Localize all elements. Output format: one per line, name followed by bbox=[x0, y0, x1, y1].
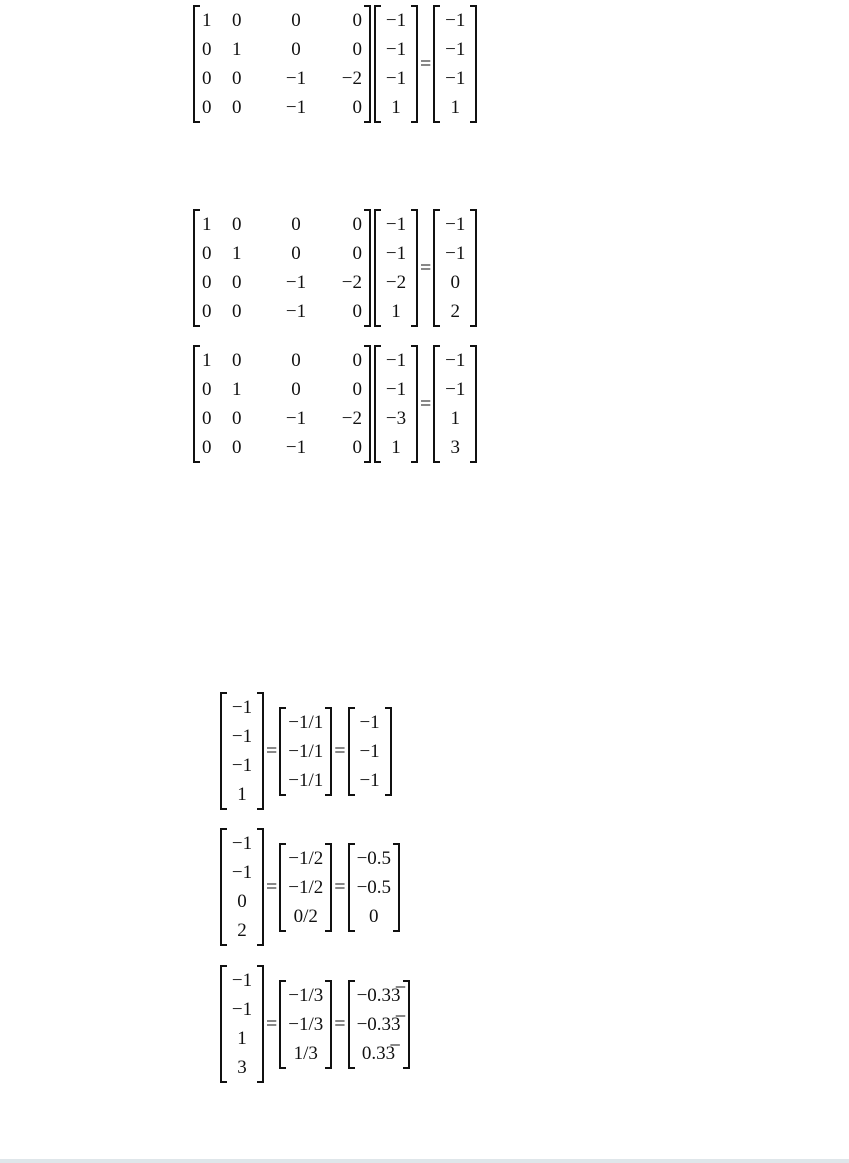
vector-entry: 0.33̅ bbox=[361, 1042, 396, 1064]
vector-entry: −1/3 bbox=[288, 984, 324, 1006]
matrix-cell: 0 bbox=[352, 437, 362, 458]
equals-sign: = bbox=[420, 256, 432, 279]
vector-entry: −1/1 bbox=[288, 740, 324, 762]
normalized-vector bbox=[348, 980, 410, 1069]
fraction-vector bbox=[279, 707, 332, 796]
vector-entry: −1/2 bbox=[288, 847, 324, 869]
matrix-cell: 0 bbox=[352, 243, 362, 264]
matrix-cell: 0 bbox=[202, 301, 212, 322]
matrix-cell: 0 bbox=[291, 379, 301, 400]
matrix-cell: 0 bbox=[232, 68, 242, 89]
vector-entry: −1 bbox=[359, 740, 380, 762]
vector-entry: −1 bbox=[231, 755, 253, 776]
vector-entry: −1 bbox=[445, 243, 466, 264]
vector-entry: 1 bbox=[237, 1028, 247, 1049]
coefficient-matrix bbox=[193, 5, 371, 123]
vector-entry: −1 bbox=[385, 39, 407, 60]
vector-entry: −1/1 bbox=[288, 711, 324, 733]
matrix-cell: −1 bbox=[285, 408, 307, 429]
matrix-cell: 0 bbox=[232, 350, 242, 371]
vector-entry: 1 bbox=[391, 301, 401, 322]
vector-entry: −1 bbox=[445, 214, 466, 235]
vector-entry: −1 bbox=[445, 39, 466, 60]
matrix-cell: 0 bbox=[202, 39, 212, 60]
vector-entry: 2 bbox=[237, 920, 247, 941]
vector-entry: −1 bbox=[231, 970, 253, 991]
coefficient-matrix bbox=[193, 345, 371, 463]
fraction-vector bbox=[279, 843, 332, 932]
result-vector bbox=[433, 5, 477, 123]
equals-sign: = bbox=[266, 1012, 278, 1035]
vector-entry: −1 bbox=[385, 350, 407, 371]
input-vector bbox=[374, 5, 418, 123]
matrix-cell: 0 bbox=[352, 379, 362, 400]
matrix-cell: 0 bbox=[291, 10, 301, 31]
matrix-cell: 0 bbox=[202, 68, 212, 89]
normalized-vector bbox=[348, 843, 400, 932]
matrix-cell: 0 bbox=[232, 272, 242, 293]
vector-entry: 1 bbox=[237, 784, 247, 805]
vector-entry: −2 bbox=[385, 272, 407, 293]
matrix-product-2 bbox=[193, 209, 477, 327]
result-vector bbox=[433, 345, 477, 463]
equals-sign: = bbox=[266, 739, 278, 762]
equals-sign: = bbox=[266, 875, 278, 898]
source-vector bbox=[220, 965, 264, 1083]
matrix-cell: −1 bbox=[285, 301, 307, 322]
vector-entry: 0 bbox=[450, 272, 461, 293]
vector-entry: −1 bbox=[231, 999, 253, 1020]
matrix-cell: 0 bbox=[202, 97, 212, 118]
matrix-cell: 0 bbox=[202, 437, 212, 458]
vector-entry: 2 bbox=[450, 301, 461, 322]
matrix-cell: 0 bbox=[232, 301, 242, 322]
vector-entry: 1 bbox=[450, 408, 461, 429]
matrix-cell: 0 bbox=[352, 97, 362, 118]
vector-entry: −1 bbox=[231, 862, 253, 883]
matrix-cell: −1 bbox=[285, 272, 307, 293]
input-vector bbox=[374, 345, 418, 463]
matrix-cell: 0 bbox=[202, 408, 212, 429]
result-vector bbox=[433, 209, 477, 327]
matrix-cell: 0 bbox=[202, 243, 212, 264]
matrix-cell: 0 bbox=[232, 10, 242, 31]
vector-entry: −1 bbox=[385, 243, 407, 264]
matrix-cell: 1 bbox=[202, 10, 212, 31]
matrix-product-3 bbox=[193, 345, 477, 463]
equals-sign: = bbox=[334, 1012, 346, 1035]
vector-entry: −1 bbox=[231, 833, 253, 854]
vector-entry: −0.5 bbox=[356, 847, 392, 869]
page-bottom-divider bbox=[0, 1159, 849, 1163]
matrix-cell: −1 bbox=[285, 97, 307, 118]
vector-entry: −1 bbox=[445, 350, 466, 371]
vector-entry: 0/2 bbox=[293, 905, 318, 927]
vector-entry: −1 bbox=[445, 10, 466, 31]
matrix-cell: 1 bbox=[202, 214, 212, 235]
matrix-cell: 0 bbox=[232, 437, 242, 458]
matrix-cell: 0 bbox=[352, 214, 362, 235]
source-vector bbox=[220, 828, 264, 946]
equals-sign: = bbox=[420, 392, 432, 415]
vector-entry: −0.33̅ bbox=[356, 984, 401, 1006]
normalization-1 bbox=[220, 692, 392, 810]
matrix-cell: 0 bbox=[352, 39, 362, 60]
matrix-cell: 0 bbox=[352, 350, 362, 371]
vector-entry: 1 bbox=[391, 97, 401, 118]
vector-entry: 3 bbox=[237, 1057, 247, 1078]
vector-entry: −1 bbox=[359, 711, 380, 733]
vector-entry: −1/3 bbox=[288, 1013, 324, 1035]
vector-entry: 0 bbox=[237, 891, 247, 912]
matrix-cell: 0 bbox=[352, 301, 362, 322]
matrix-cell: −2 bbox=[341, 68, 362, 89]
vector-entry: 1 bbox=[391, 437, 401, 458]
matrix-cell: 0 bbox=[291, 214, 301, 235]
input-vector bbox=[374, 209, 418, 327]
vector-entry: −1/1 bbox=[288, 769, 324, 791]
vector-entry: −1 bbox=[231, 697, 253, 718]
vector-entry: 0 bbox=[369, 905, 379, 927]
coefficient-matrix bbox=[193, 209, 371, 327]
matrix-cell: −2 bbox=[341, 272, 362, 293]
matrix-cell: 0 bbox=[232, 408, 242, 429]
vector-entry: 1/3 bbox=[293, 1042, 318, 1064]
normalization-3 bbox=[220, 965, 410, 1083]
matrix-cell: 0 bbox=[291, 39, 301, 60]
vector-entry: −1 bbox=[385, 379, 407, 400]
matrix-cell: 1 bbox=[232, 379, 242, 400]
matrix-cell: 0 bbox=[232, 214, 242, 235]
equals-sign: = bbox=[334, 875, 346, 898]
vector-entry: −1 bbox=[385, 68, 407, 89]
equals-sign: = bbox=[334, 739, 346, 762]
vector-entry: −1 bbox=[385, 10, 407, 31]
matrix-cell: 0 bbox=[202, 272, 212, 293]
vector-entry: −1 bbox=[445, 68, 466, 89]
vector-entry: 1 bbox=[450, 97, 461, 118]
equals-sign: = bbox=[420, 52, 432, 75]
matrix-cell: 1 bbox=[232, 243, 242, 264]
vector-entry: 3 bbox=[450, 437, 461, 458]
vector-entry: −0.33̅ bbox=[356, 1013, 401, 1035]
matrix-cell: 1 bbox=[202, 350, 212, 371]
matrix-cell: 0 bbox=[232, 97, 242, 118]
fraction-vector bbox=[279, 980, 332, 1069]
vector-entry: −3 bbox=[385, 408, 407, 429]
vector-entry: −1 bbox=[445, 379, 466, 400]
normalization-2 bbox=[220, 828, 400, 946]
matrix-cell: −2 bbox=[341, 408, 362, 429]
matrix-cell: 0 bbox=[352, 10, 362, 31]
vector-entry: −1 bbox=[231, 726, 253, 747]
matrix-cell: −1 bbox=[285, 68, 307, 89]
matrix-cell: 0 bbox=[291, 243, 301, 264]
matrix-product-1 bbox=[193, 5, 477, 123]
vector-entry: −1/2 bbox=[288, 876, 324, 898]
matrix-cell: 0 bbox=[291, 350, 301, 371]
vector-entry: −1 bbox=[359, 769, 380, 791]
matrix-cell: 1 bbox=[232, 39, 242, 60]
source-vector bbox=[220, 692, 264, 810]
matrix-cell: 0 bbox=[202, 379, 212, 400]
vector-entry: −1 bbox=[385, 214, 407, 235]
normalized-vector bbox=[348, 707, 392, 796]
vector-entry: −0.5 bbox=[356, 876, 392, 898]
matrix-cell: −1 bbox=[285, 437, 307, 458]
